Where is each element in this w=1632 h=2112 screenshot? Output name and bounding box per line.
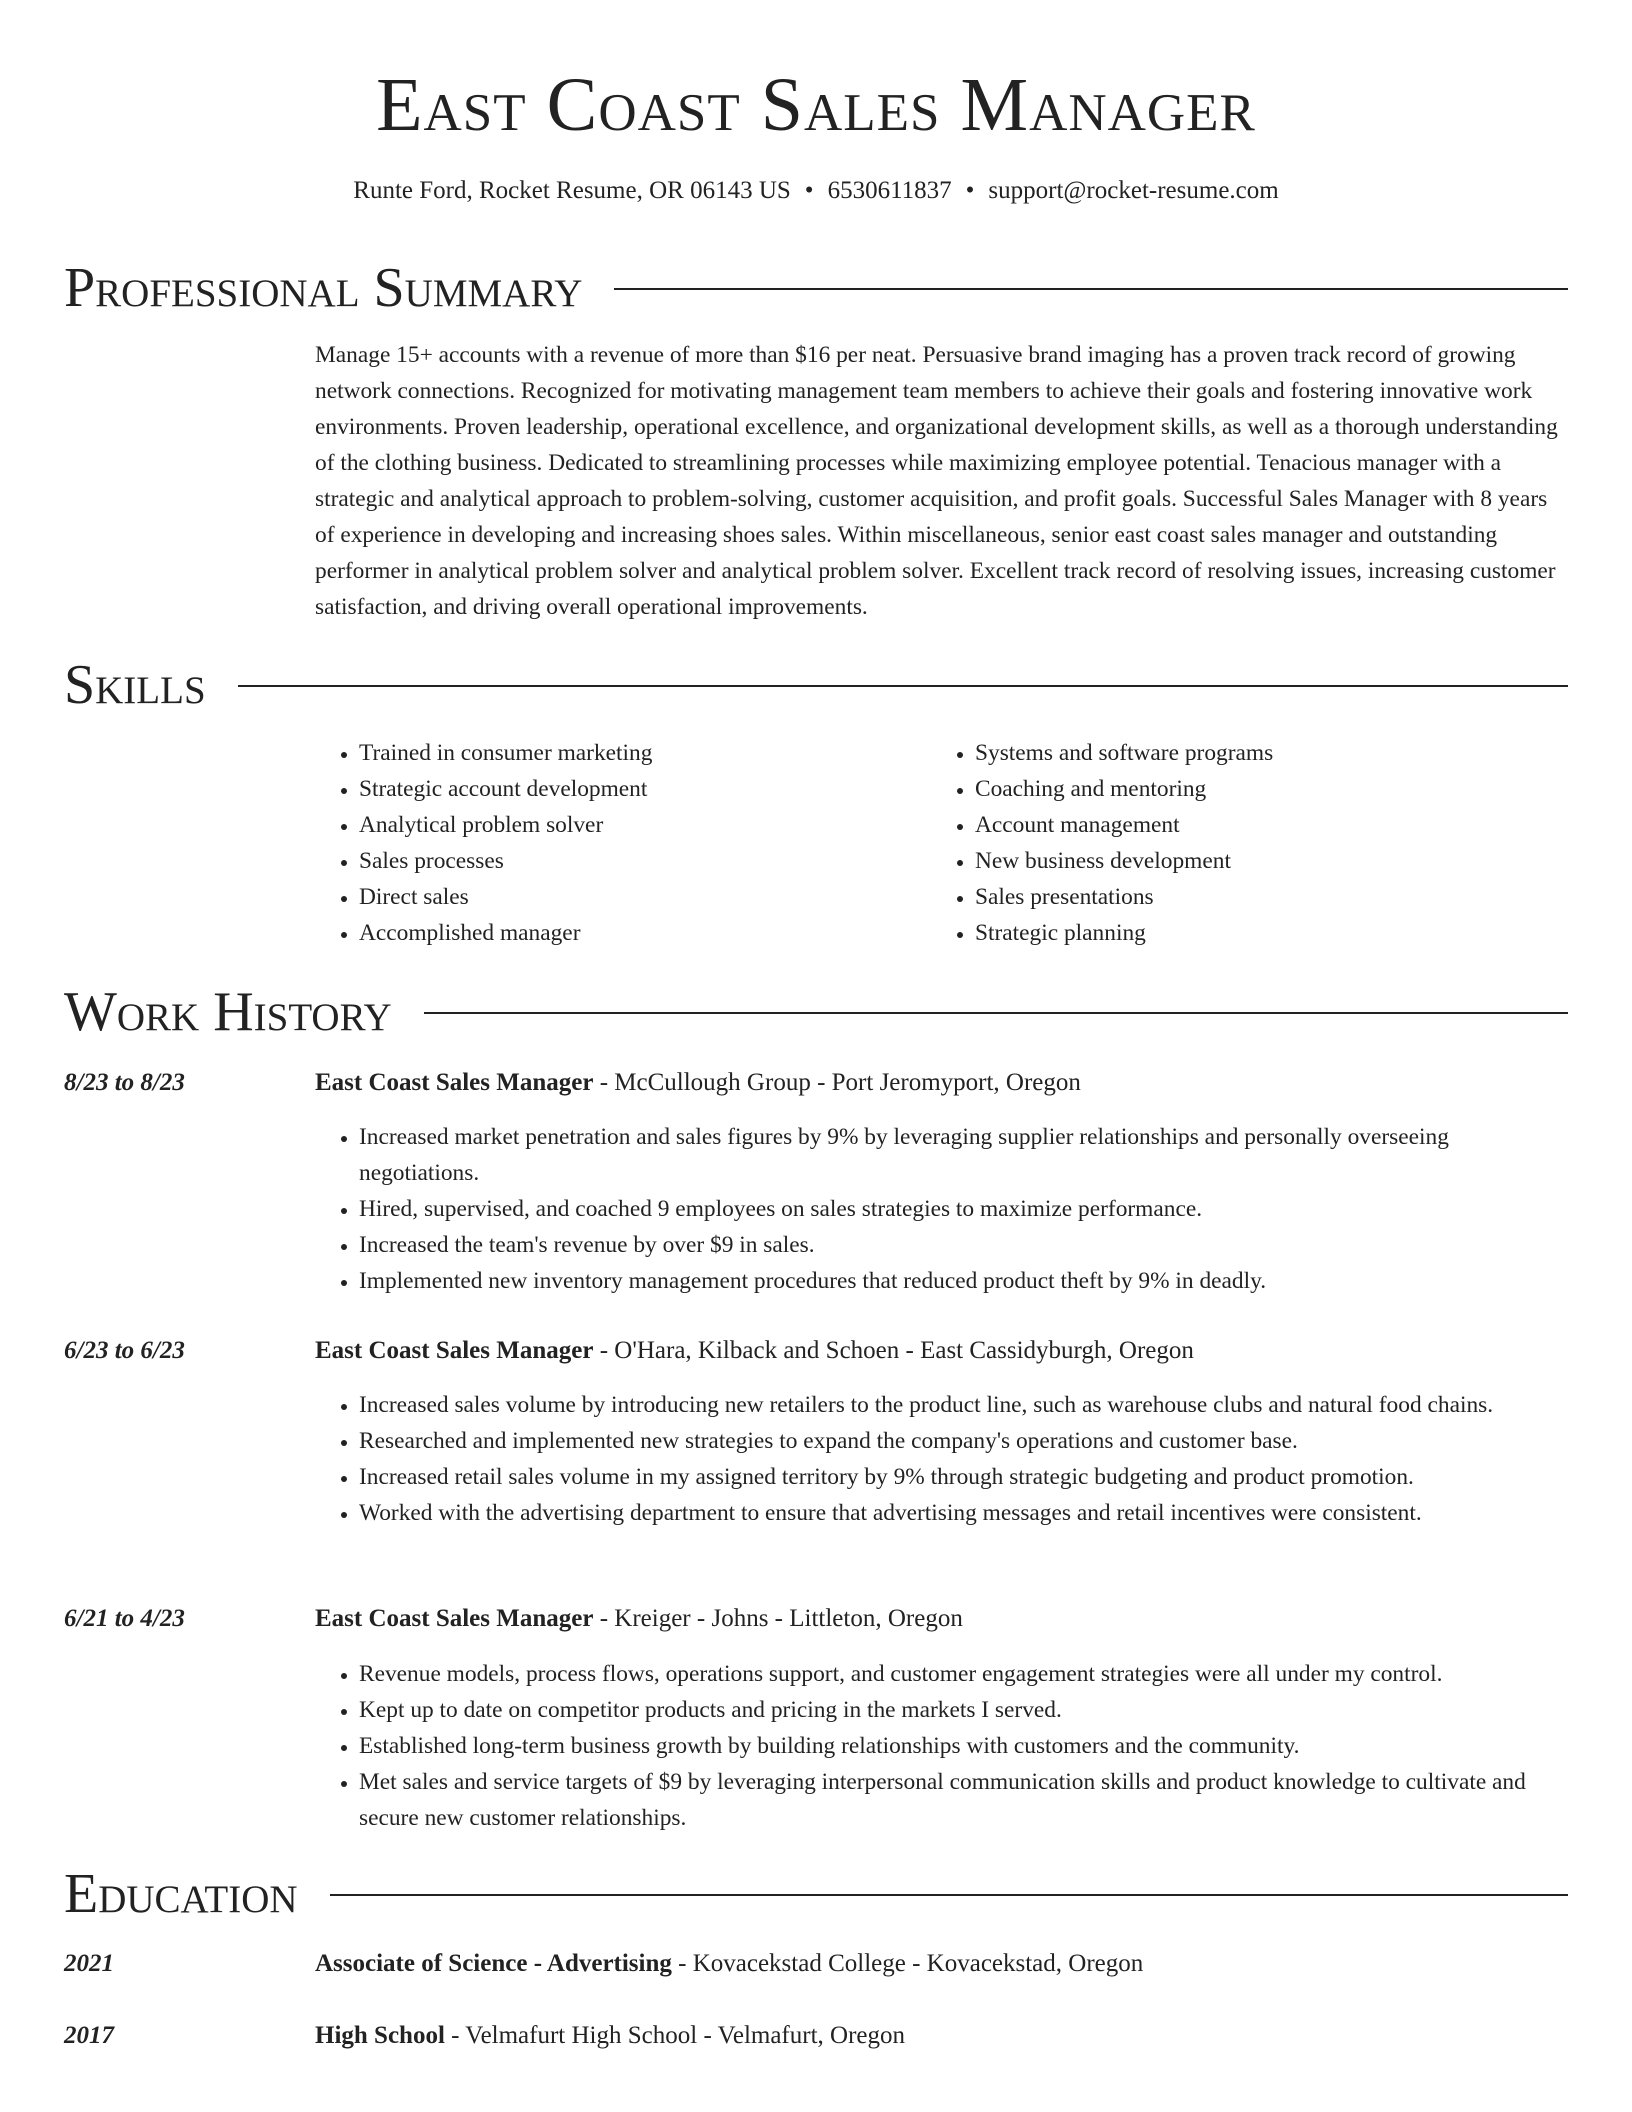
skill-item: • Trained in consumer marketing [359,735,915,771]
job-bullet: • Increased the team's revenue by over $9 in sales. [359,1227,1568,1263]
work-section-title: Work History [64,981,392,1043]
section-divider [238,685,1568,687]
education-degree: High School [315,2022,445,2049]
skill-item: • Strategic account development [359,771,915,807]
job-company-location: - O'Hara, Kilback and Schoen - East Cassidyburgh, Oregon [593,1337,1194,1364]
education-degree: Associate of Science - Advertising [315,1950,672,1977]
education-section-header [64,1862,1568,1926]
job-bullet: • Worked with the advertising department to ensure that advertising messages and retail incentives were consistent. [359,1495,1568,1531]
job-company-location: - McCullough Group - Port Jeromyport, Oregon [593,1069,1081,1096]
education-school: - Velmafurt High School - Velmafurt, Oregon [444,2022,906,2049]
skills-column-left [315,735,915,951]
skill-item: • Account management [975,807,1531,843]
education-year: 2021 [64,1950,114,1977]
contact-email: support@rocket-resume.com [988,177,1279,204]
skill-item: • New business development [975,843,1531,879]
section-divider [424,1012,1568,1014]
summary-text: Manage 15+ accounts with a revenue of more than $16 per neat. Persuasive brand imaging has a proven track record of growing network connections. Recognized for motivating management team members to achieve their goals and fostering innovative work environments. Proven leadership, operational excellence, and organizational development skills, as well as a thorough understanding of the clothing business. Dedicated to streamlining processes while maximizing employee potential. Tenacious manager with a strategic and analytical approach to problem-solving, customer acquisition, and profit goals. Successful Sales Manager with 8 years of experience in developing and increasing shoes sales. Within miscellaneous, senior east coast sales manager and outstanding performer in analytical problem solver and analytical problem solver. Excellent track record of resolving issues, increasing customer satisfaction, and driving overall operational improvements. [315,342,1558,620]
skill-item: • Analytical problem solver [359,807,915,843]
job-title-line [315,1066,1568,1100]
job-bullet: • Established long-term business growth by building relationships with customers and the community. [359,1728,1568,1764]
summary-section-title: Professional Summary [64,257,583,319]
job-bullet-list [315,1387,1568,1531]
contact-line [64,174,1568,208]
job-bullet: • Implemented new inventory management procedures that reduced product theft by 9% in deadly. [359,1263,1568,1299]
job-bullet: • Hired, supervised, and coached 9 employees on sales strategies to maximize performance. [359,1191,1568,1227]
job-bullet-list [315,1119,1568,1299]
job-bullet: • Revenue models, process flows, operations support, and customer engagement strategies were all under my control. [359,1656,1568,1692]
skills-section-header [64,653,1568,717]
job-bullet: • Met sales and service targets of $9 by leveraging interpersonal communication skills and product knowledge to cultivate and secure new customer relationships. [359,1764,1568,1836]
job-role: East Coast Sales Manager [315,1337,594,1364]
job-dates: 6/21 to 4/23 [64,1605,185,1632]
skill-item: • Direct sales [359,879,915,915]
section-divider [330,1894,1568,1896]
education-entry [315,2019,1568,2053]
resume-name-heading: East Coast Sales Manager [376,63,1256,147]
job-bullet-list [315,1656,1568,1836]
skills-column-right [931,735,1531,951]
education-entry [315,1947,1568,1981]
skill-item: • Strategic planning [975,915,1531,951]
job-title-line [315,1602,1568,1636]
job-role: East Coast Sales Manager [315,1069,594,1096]
job-bullet: • Increased sales volume by introducing new retailers to the product line, such as warehouse clubs and natural food chains. [359,1387,1568,1423]
contact-phone: 6530611837 [827,177,952,204]
education-year: 2017 [64,2022,114,2049]
job-title-line [315,1334,1568,1368]
education-school: - Kovacekstad College - Kovacekstad, Oregon [671,1950,1144,1977]
job-role: East Coast Sales Manager [315,1605,594,1632]
skill-item: • Coaching and mentoring [975,771,1531,807]
skill-item: • Sales processes [359,843,915,879]
job-bullet: • Increased retail sales volume in my assigned territory by 9% through strategic budgeting and product promotion. [359,1459,1568,1495]
skill-item: • Sales presentations [975,879,1531,915]
summary-section-header [64,256,1568,320]
job-dates: 8/23 to 8/23 [64,1069,185,1096]
contact-separator: • [965,177,975,204]
job-dates: 6/23 to 6/23 [64,1337,185,1364]
section-divider [614,288,1568,290]
skill-item: • Systems and software programs [975,735,1531,771]
skill-item: • Accomplished manager [359,915,915,951]
job-bullet: • Researched and implemented new strategies to expand the company's operations and customer base. [359,1423,1568,1459]
contact-separator: • [804,177,814,204]
contact-address: Runte Ford, Rocket Resume, OR 06143 US [353,177,791,204]
job-bullet: • Kept up to date on competitor products and pricing in the markets I served. [359,1692,1568,1728]
education-section-title: Education [64,1863,298,1925]
work-section-header [64,980,1568,1044]
job-company-location: - Kreiger - Johns - Littleton, Oregon [593,1605,963,1632]
skills-section-title: Skills [64,654,206,716]
job-bullet: • Increased market penetration and sales figures by 9% by leveraging supplier relationships and personally overseeing negotiations. [359,1119,1568,1191]
